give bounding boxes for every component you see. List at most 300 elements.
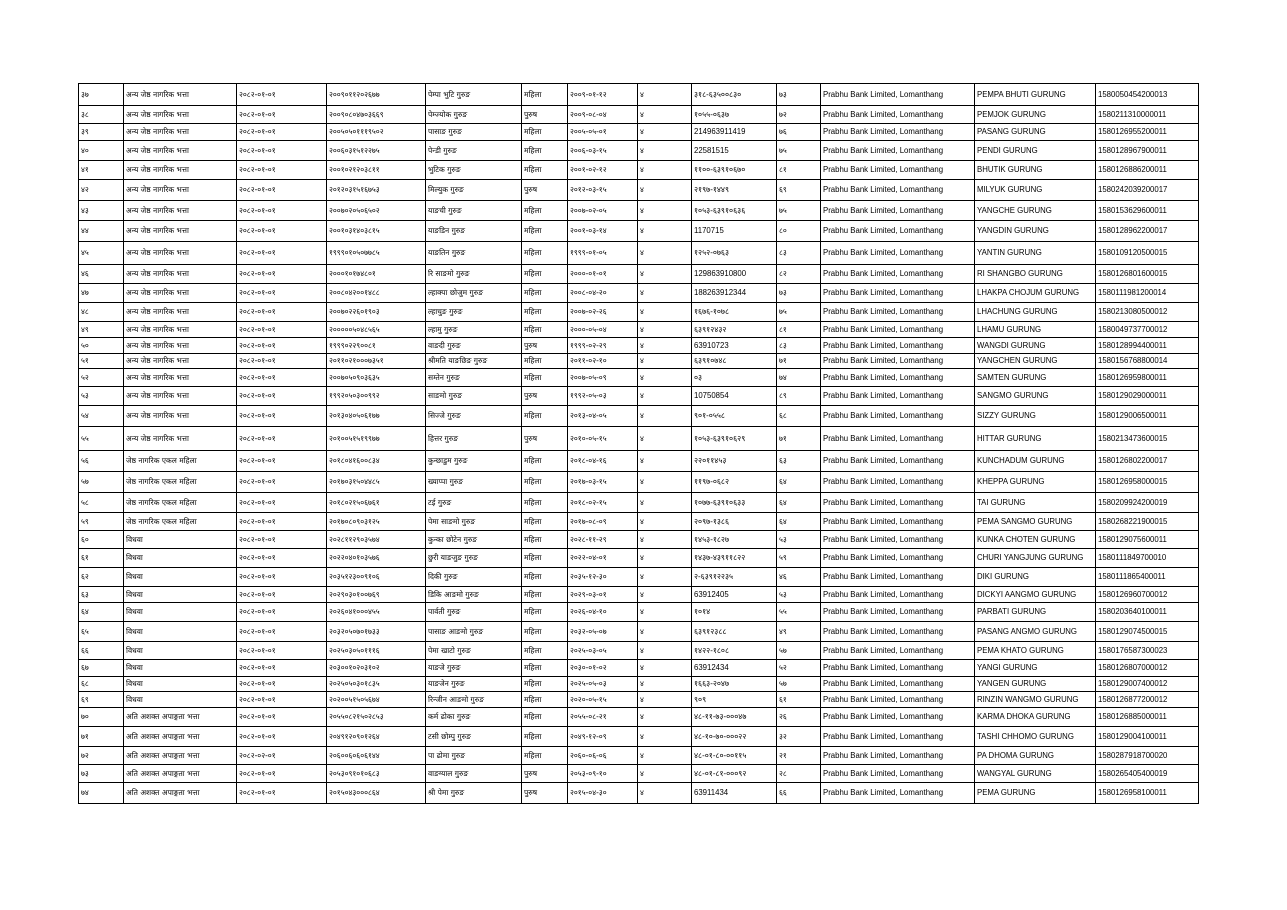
serial-number-cell: ६०: [79, 531, 124, 549]
id-number-cell: २०२९०३०१००७६९: [327, 587, 426, 603]
bank-name-cell: Prabhu Bank Limited, Lomanthang: [821, 406, 975, 427]
bank-name-cell: Prabhu Bank Limited, Lomanthang: [821, 622, 975, 642]
bank-name-cell: Prabhu Bank Limited, Lomanthang: [821, 692, 975, 708]
code-cell: ४: [638, 603, 692, 622]
table-row: [79, 472, 1199, 493]
gender-cell: महिला: [522, 84, 568, 106]
age-cell: ५५: [777, 603, 821, 622]
code-cell: ४: [638, 451, 692, 472]
allowance-type-cell: अन्य जेष्ठ नागरिक भत्ता: [124, 265, 237, 284]
bank-name-cell: Prabhu Bank Limited, Lomanthang: [821, 513, 975, 531]
name-nepali-cell: पा ढोमा गुरुङ: [426, 747, 522, 765]
account-number-cell: 1580126885000011: [1096, 708, 1199, 727]
effective-date-cell: २०८२-०१-०१: [237, 284, 327, 303]
id-number-cell: २०१७०८०९०३१२५: [327, 513, 426, 531]
name-nepali-cell: कर्म ढोका गुरुङ: [426, 708, 522, 727]
birth-date-cell: २०६०-०६-०६: [568, 747, 638, 765]
gender-cell: पुरुष: [522, 765, 568, 783]
serial-number-cell: ४८: [79, 303, 124, 322]
document-number-cell: ११००-६३९१०६७०: [692, 161, 777, 180]
effective-date-cell: २०८२-०१-०१: [237, 727, 327, 747]
serial-number-cell: ४५: [79, 242, 124, 265]
name-english-cell: PEMA SANGMO GURUNG: [975, 513, 1096, 531]
id-number-cell: २०११०२१०००७३५१: [327, 354, 426, 369]
birth-date-cell: २००७-०५-०९: [568, 369, 638, 387]
name-nepali-cell: पार्वती गुरुङ: [426, 603, 522, 622]
code-cell: ४: [638, 660, 692, 677]
allowance-type-cell: अन्य जेष्ठ नागरिक भत्ता: [124, 427, 237, 451]
document-number-cell: ४८-११-७३-०००४७: [692, 708, 777, 727]
name-english-cell: SAMTEN GURUNG: [975, 369, 1096, 387]
allowance-type-cell: विधवा: [124, 642, 237, 660]
age-cell: ८३: [777, 242, 821, 265]
bank-name-cell: Prabhu Bank Limited, Lomanthang: [821, 603, 975, 622]
code-cell: ४: [638, 427, 692, 451]
table-row: [79, 406, 1199, 427]
effective-date-cell: २०८२-०१-०१: [237, 201, 327, 221]
gender-cell: महिला: [522, 549, 568, 568]
account-number-cell: 1580265405400019: [1096, 765, 1199, 783]
code-cell: ४: [638, 180, 692, 201]
allowance-type-cell: अति अशक्त अपाङ्गता भत्ता: [124, 727, 237, 747]
serial-number-cell: ७०: [79, 708, 124, 727]
effective-date-cell: २०८२-०१-०१: [237, 427, 327, 451]
bank-name-cell: Prabhu Bank Limited, Lomanthang: [821, 354, 975, 369]
age-cell: ७४: [777, 369, 821, 387]
bank-name-cell: Prabhu Bank Limited, Lomanthang: [821, 106, 975, 124]
code-cell: ४: [638, 692, 692, 708]
gender-cell: महिला: [522, 727, 568, 747]
name-nepali-cell: साङमो गुरुङ: [426, 387, 522, 406]
age-cell: ४६: [777, 568, 821, 587]
birth-date-cell: २०२८-११-२९: [568, 531, 638, 549]
id-number-cell: २०५५०८२१५०२८५३: [327, 708, 426, 727]
code-cell: ४: [638, 354, 692, 369]
serial-number-cell: ५८: [79, 493, 124, 513]
name-english-cell: BHUTIK GURUNG: [975, 161, 1096, 180]
effective-date-cell: २०८२-०१-०१: [237, 84, 327, 106]
gender-cell: महिला: [522, 677, 568, 692]
name-nepali-cell: कुन्का छोटेन गुरुङ: [426, 531, 522, 549]
account-number-cell: 1580049737700012: [1096, 322, 1199, 338]
id-number-cell: २०१७०३१५०४४८५: [327, 472, 426, 493]
name-english-cell: PEMPA BHUTI GURUNG: [975, 84, 1096, 106]
name-nepali-cell: पेमा साङमो गुरुङ: [426, 513, 522, 531]
serial-number-cell: ४४: [79, 221, 124, 242]
document-number-cell: २-६३९१२२३५: [692, 568, 777, 587]
serial-number-cell: ६१: [79, 549, 124, 568]
age-cell: ५९: [777, 549, 821, 568]
table-row: [79, 660, 1199, 677]
bank-name-cell: Prabhu Bank Limited, Lomanthang: [821, 124, 975, 141]
name-english-cell: TASHI CHHOMO GURUNG: [975, 727, 1096, 747]
document-number-cell: २०९७-१३८६: [692, 513, 777, 531]
account-number-cell: 1580126958000015: [1096, 472, 1199, 493]
gender-cell: महिला: [522, 284, 568, 303]
bank-name-cell: Prabhu Bank Limited, Lomanthang: [821, 568, 975, 587]
age-cell: ७१: [777, 354, 821, 369]
gender-cell: महिला: [522, 451, 568, 472]
account-number-cell: 1580126802200017: [1096, 451, 1199, 472]
table-row: [79, 338, 1199, 354]
code-cell: ४: [638, 765, 692, 783]
effective-date-cell: २०८२-०१-०१: [237, 587, 327, 603]
account-number-cell: 1580153629600011: [1096, 201, 1199, 221]
code-cell: ४: [638, 472, 692, 493]
birth-date-cell: २००८-०४-२०: [568, 284, 638, 303]
name-english-cell: YANGEN GURUNG: [975, 677, 1096, 692]
id-number-cell: १९९९०२२९००८१: [327, 338, 426, 354]
serial-number-cell: ७४: [79, 783, 124, 804]
table-row: [79, 221, 1199, 242]
age-cell: ८२: [777, 265, 821, 284]
effective-date-cell: २०८२-०१-०१: [237, 338, 327, 354]
id-number-cell: २००१०३१४०३८१५: [327, 221, 426, 242]
table-row: [79, 677, 1199, 692]
id-number-cell: २०००१०१७४८०१: [327, 265, 426, 284]
birth-date-cell: २०११-०२-१०: [568, 354, 638, 369]
effective-date-cell: २०८२-०१-०१: [237, 354, 327, 369]
code-cell: ४: [638, 242, 692, 265]
code-cell: ४: [638, 727, 692, 747]
code-cell: ४: [638, 265, 692, 284]
name-nepali-cell: वाङदी गुरुङ: [426, 338, 522, 354]
table-row: [79, 727, 1199, 747]
bank-name-cell: Prabhu Bank Limited, Lomanthang: [821, 783, 975, 804]
name-english-cell: WANGYAL GURUNG: [975, 765, 1096, 783]
age-cell: ४९: [777, 622, 821, 642]
id-number-cell: २००५०५०१११९५०२: [327, 124, 426, 141]
serial-number-cell: ५६: [79, 451, 124, 472]
age-cell: ५७: [777, 677, 821, 692]
code-cell: ४: [638, 642, 692, 660]
gender-cell: पुरुष: [522, 106, 568, 124]
gender-cell: महिला: [522, 603, 568, 622]
birth-date-cell: २०२५-०५-०३: [568, 677, 638, 692]
serial-number-cell: ५४: [79, 406, 124, 427]
id-number-cell: २०१३०४०५०६१७७: [327, 406, 426, 427]
account-number-cell: 1580129075600011: [1096, 531, 1199, 549]
table-row: [79, 201, 1199, 221]
name-nepali-cell: रिन्जीन आङमो गुरुङ: [426, 692, 522, 708]
id-number-cell: २००७०२०५०६५०२: [327, 201, 426, 221]
birth-date-cell: २०००-०५-०४: [568, 322, 638, 338]
name-english-cell: PEMJOK GURUNG: [975, 106, 1096, 124]
serial-number-cell: ५०: [79, 338, 124, 354]
table-row: [79, 354, 1199, 369]
effective-date-cell: २०८२-०१-०१: [237, 265, 327, 284]
allowance-type-cell: अति अशक्त अपाङ्गता भत्ता: [124, 783, 237, 804]
id-number-cell: २०३००१०२०३१०२: [327, 660, 426, 677]
gender-cell: महिला: [522, 354, 568, 369]
serial-number-cell: ६७: [79, 660, 124, 677]
name-english-cell: HITTAR GURUNG: [975, 427, 1096, 451]
document-number-cell: १६६३-२०४७: [692, 677, 777, 692]
age-cell: ७१: [777, 427, 821, 451]
table-row: [79, 622, 1199, 642]
name-english-cell: SIZZY GURUNG: [975, 406, 1096, 427]
account-number-cell: 1580213473600015: [1096, 427, 1199, 451]
id-number-cell: २०२००५१५०५६७४: [327, 692, 426, 708]
document-number-cell: ३१८-६३५००८३०: [692, 84, 777, 106]
document-number-cell: 63911434: [692, 783, 777, 804]
bank-name-cell: Prabhu Bank Limited, Lomanthang: [821, 84, 975, 106]
serial-number-cell: ६४: [79, 603, 124, 622]
effective-date-cell: २०८२-०१-०१: [237, 603, 327, 622]
bank-name-cell: Prabhu Bank Limited, Lomanthang: [821, 472, 975, 493]
account-number-cell: 1580156768800014: [1096, 354, 1199, 369]
effective-date-cell: २०८२-०१-०१: [237, 622, 327, 642]
effective-date-cell: २०८२-०१-०१: [237, 531, 327, 549]
table-row: [79, 284, 1199, 303]
document-number-cell: 214963911419: [692, 124, 777, 141]
name-english-cell: YANTIN GURUNG: [975, 242, 1096, 265]
birth-date-cell: २०१२-०३-१५: [568, 180, 638, 201]
name-nepali-cell: सिज्जे गुरुङ: [426, 406, 522, 427]
bank-name-cell: Prabhu Bank Limited, Lomanthang: [821, 765, 975, 783]
account-number-cell: 1580128962200017: [1096, 221, 1199, 242]
document-number-cell: 22581515: [692, 141, 777, 161]
effective-date-cell: २०८२-०१-०१: [237, 783, 327, 804]
id-number-cell: २०००००५०४८५६५: [327, 322, 426, 338]
name-english-cell: KHEPPA GURUNG: [975, 472, 1096, 493]
age-cell: ३२: [777, 727, 821, 747]
birth-date-cell: २०३०-०१-०२: [568, 660, 638, 677]
serial-number-cell: ४३: [79, 201, 124, 221]
effective-date-cell: २०८२-०१-०१: [237, 242, 327, 265]
birth-date-cell: २०५३-०९-१०: [568, 765, 638, 783]
table-row: [79, 322, 1199, 338]
allowance-type-cell: अन्य जेष्ठ नागरिक भत्ता: [124, 303, 237, 322]
table-row: [79, 265, 1199, 284]
age-cell: ५२: [777, 660, 821, 677]
name-english-cell: PENDI GURUNG: [975, 141, 1096, 161]
id-number-cell: २०४९१२०९०१२६४: [327, 727, 426, 747]
account-number-cell: 1580126801600015: [1096, 265, 1199, 284]
gender-cell: महिला: [522, 708, 568, 727]
document-number-cell: 63912405: [692, 587, 777, 603]
document-number-cell: 188263912344: [692, 284, 777, 303]
name-nepali-cell: दिकी गुरुङ: [426, 568, 522, 587]
id-number-cell: १९९९०१०५०७७८५: [327, 242, 426, 265]
serial-number-cell: ७१: [79, 727, 124, 747]
allowance-type-cell: विधवा: [124, 568, 237, 587]
age-cell: ७३: [777, 84, 821, 106]
table-row: [79, 603, 1199, 622]
name-english-cell: YANGCHEN GURUNG: [975, 354, 1096, 369]
document-number-cell: १०१४: [692, 603, 777, 622]
birth-date-cell: २००७-०२-०५: [568, 201, 638, 221]
allowance-type-cell: अन्य जेष्ठ नागरिक भत्ता: [124, 84, 237, 106]
document-number-cell: 63910723: [692, 338, 777, 354]
gender-cell: महिला: [522, 303, 568, 322]
bank-name-cell: Prabhu Bank Limited, Lomanthang: [821, 677, 975, 692]
gender-cell: महिला: [522, 531, 568, 549]
birth-date-cell: २०३५-१२-३०: [568, 568, 638, 587]
serial-number-cell: ५९: [79, 513, 124, 531]
birth-date-cell: २०२६-०४-१०: [568, 603, 638, 622]
id-number-cell: २००७०२२६०१९०३: [327, 303, 426, 322]
name-nepali-cell: टसी छोम्पु गुरुङ: [426, 727, 522, 747]
birth-date-cell: २००१-०३-१४: [568, 221, 638, 242]
gender-cell: महिला: [522, 369, 568, 387]
table-row: [79, 587, 1199, 603]
serial-number-cell: ६९: [79, 692, 124, 708]
birth-date-cell: २०५५-०८-२१: [568, 708, 638, 727]
name-english-cell: RINZIN WANGMO GURUNG: [975, 692, 1096, 708]
id-number-cell: २०१००५१५१९९७७: [327, 427, 426, 451]
account-number-cell: 1580128994400011: [1096, 338, 1199, 354]
code-cell: ४: [638, 568, 692, 587]
age-cell: ५३: [777, 587, 821, 603]
gender-cell: महिला: [522, 692, 568, 708]
allowance-type-cell: विधवा: [124, 603, 237, 622]
account-number-cell: 1580126955200011: [1096, 124, 1199, 141]
id-number-cell: २०१८०२१५०६७६१: [327, 493, 426, 513]
id-number-cell: १९९२०५०३००९९२: [327, 387, 426, 406]
serial-number-cell: ४०: [79, 141, 124, 161]
gender-cell: महिला: [522, 161, 568, 180]
id-number-cell: २०२५०३०५०१११६: [327, 642, 426, 660]
bank-name-cell: Prabhu Bank Limited, Lomanthang: [821, 493, 975, 513]
allowance-type-cell: अन्य जेष्ठ नागरिक भत्ता: [124, 242, 237, 265]
id-number-cell: २००६०३१५१२२७५: [327, 141, 426, 161]
name-english-cell: YANGDIN GURUNG: [975, 221, 1096, 242]
table-row: [79, 427, 1199, 451]
gender-cell: महिला: [522, 568, 568, 587]
serial-number-cell: ६३: [79, 587, 124, 603]
allowance-type-cell: अति अशक्त अपाङ्गता भत्ता: [124, 708, 237, 727]
bank-name-cell: Prabhu Bank Limited, Lomanthang: [821, 451, 975, 472]
age-cell: ६१: [777, 692, 821, 708]
code-cell: ४: [638, 84, 692, 106]
name-nepali-cell: याङजे गुरुङ: [426, 660, 522, 677]
code-cell: ४: [638, 513, 692, 531]
table-row: [79, 531, 1199, 549]
name-nepali-cell: श्री पेमा गुरुङ: [426, 783, 522, 804]
name-nepali-cell: याङतिन गुरुङ: [426, 242, 522, 265]
name-nepali-cell: पेम्ज्योक गुरुङ: [426, 106, 522, 124]
code-cell: ४: [638, 201, 692, 221]
code-cell: ४: [638, 106, 692, 124]
birth-date-cell: २०४९-१२-०९: [568, 727, 638, 747]
code-cell: ४: [638, 141, 692, 161]
account-number-cell: 1580109120500015: [1096, 242, 1199, 265]
bank-name-cell: Prabhu Bank Limited, Lomanthang: [821, 642, 975, 660]
birth-date-cell: २००५-०५-०१: [568, 124, 638, 141]
document-number-cell: २१९७-१४४९: [692, 180, 777, 201]
effective-date-cell: २०८२-०१-०१: [237, 692, 327, 708]
account-number-cell: 1580209924200019: [1096, 493, 1199, 513]
name-nepali-cell: पासाङ गुरुङ: [426, 124, 522, 141]
bank-name-cell: Prabhu Bank Limited, Lomanthang: [821, 727, 975, 747]
serial-number-cell: ३८: [79, 106, 124, 124]
allowance-type-cell: जेष्ठ नागरिक एकल महिला: [124, 472, 237, 493]
age-cell: ७३: [777, 284, 821, 303]
table-row: [79, 642, 1199, 660]
age-cell: २१: [777, 747, 821, 765]
bank-name-cell: Prabhu Bank Limited, Lomanthang: [821, 141, 975, 161]
serial-number-cell: ५५: [79, 427, 124, 451]
code-cell: ४: [638, 303, 692, 322]
allowance-type-cell: अन्य जेष्ठ नागरिक भत्ता: [124, 284, 237, 303]
account-number-cell: 1580111849700010: [1096, 549, 1199, 568]
serial-number-cell: ३९: [79, 124, 124, 141]
bank-name-cell: Prabhu Bank Limited, Lomanthang: [821, 161, 975, 180]
table-row: [79, 692, 1199, 708]
effective-date-cell: २०८२-०१-०१: [237, 549, 327, 568]
account-number-cell: 1580211310000011: [1096, 106, 1199, 124]
id-number-cell: २०५३०९१०१०६८३: [327, 765, 426, 783]
age-cell: ६४: [777, 472, 821, 493]
effective-date-cell: २०८२-०१-०१: [237, 568, 327, 587]
serial-number-cell: ५३: [79, 387, 124, 406]
account-number-cell: 1580111981200014: [1096, 284, 1199, 303]
table-row: [79, 369, 1199, 387]
account-number-cell: 1580050454200013: [1096, 84, 1199, 106]
code-cell: ४: [638, 338, 692, 354]
birth-date-cell: २०१७-०८-०९: [568, 513, 638, 531]
serial-number-cell: ४६: [79, 265, 124, 284]
birth-date-cell: २०२०-०५-१५: [568, 692, 638, 708]
bank-name-cell: Prabhu Bank Limited, Lomanthang: [821, 549, 975, 568]
code-cell: ४: [638, 322, 692, 338]
code-cell: ४: [638, 531, 692, 549]
document-number-cell: ६३९१२४३२: [692, 322, 777, 338]
allowance-type-cell: अन्य जेष्ठ नागरिक भत्ता: [124, 106, 237, 124]
birth-date-cell: १९९९-०२-२९: [568, 338, 638, 354]
allowance-type-cell: जेष्ठ नागरिक एकल महिला: [124, 513, 237, 531]
gender-cell: महिला: [522, 141, 568, 161]
gender-cell: महिला: [522, 322, 568, 338]
name-nepali-cell: ल्हाक्पा छोजुम गुरुङ: [426, 284, 522, 303]
table-row: [79, 493, 1199, 513]
beneficiary-table: [78, 83, 1199, 804]
age-cell: ५७: [777, 642, 821, 660]
name-english-cell: RI SHANGBO GURUNG: [975, 265, 1096, 284]
document-number-cell: 10750854: [692, 387, 777, 406]
id-number-cell: २००७०५०९०३६३५: [327, 369, 426, 387]
id-number-cell: २०१२०३१५१६७५३: [327, 180, 426, 201]
serial-number-cell: ६२: [79, 568, 124, 587]
id-number-cell: २०१५०४३०००८६४: [327, 783, 426, 804]
birth-date-cell: २००७-०२-२६: [568, 303, 638, 322]
birth-date-cell: २०२२-०४-०१: [568, 549, 638, 568]
gender-cell: महिला: [522, 472, 568, 493]
allowance-type-cell: अन्य जेष्ठ नागरिक भत्ता: [124, 387, 237, 406]
table-row: [79, 765, 1199, 783]
account-number-cell: 1580203640100011: [1096, 603, 1199, 622]
bank-name-cell: Prabhu Bank Limited, Lomanthang: [821, 369, 975, 387]
allowance-type-cell: विधवा: [124, 660, 237, 677]
effective-date-cell: २०८२-०१-०१: [237, 472, 327, 493]
id-number-cell: २०२२०४०१०३५७६: [327, 549, 426, 568]
name-english-cell: PEMA KHATO GURUNG: [975, 642, 1096, 660]
serial-number-cell: ४९: [79, 322, 124, 338]
effective-date-cell: २०८२-०१-०१: [237, 303, 327, 322]
allowance-type-cell: विधवा: [124, 587, 237, 603]
code-cell: ४: [638, 549, 692, 568]
document-number-cell: १४५३-१८२७: [692, 531, 777, 549]
bank-name-cell: Prabhu Bank Limited, Lomanthang: [821, 427, 975, 451]
serial-number-cell: ५७: [79, 472, 124, 493]
name-nepali-cell: पासाङ आङमो गुरुङ: [426, 622, 522, 642]
allowance-type-cell: अन्य जेष्ठ नागरिक भत्ता: [124, 141, 237, 161]
name-english-cell: YANGI GURUNG: [975, 660, 1096, 677]
table-row: [79, 141, 1199, 161]
table-row: [79, 124, 1199, 141]
name-english-cell: PARBATI GURUNG: [975, 603, 1096, 622]
